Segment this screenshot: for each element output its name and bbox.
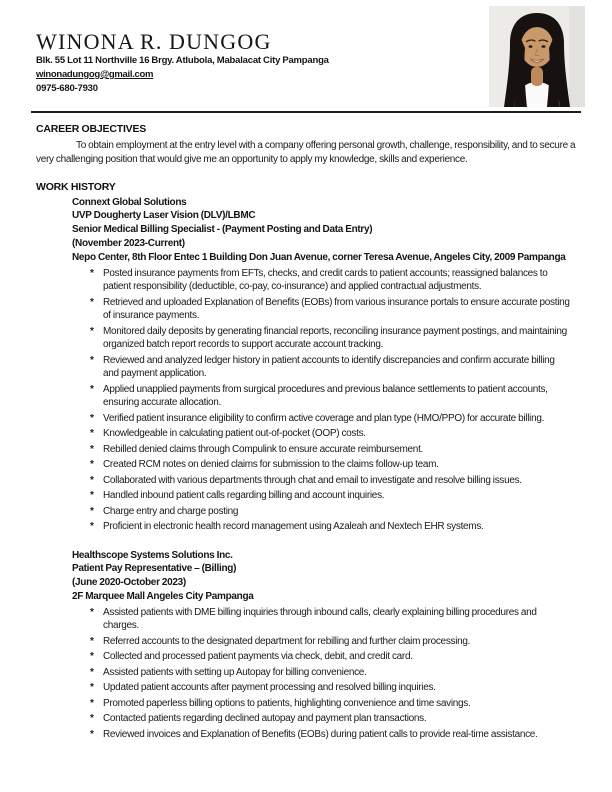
bullet-marker: *: [90, 428, 94, 440]
job-position: Senior Medical Billing Specialist - (Payment Posting and Data Entry): [72, 224, 373, 236]
bullet-marker: *: [90, 635, 94, 647]
work-history-section: [36, 181, 576, 742]
bullet-text: Contacted patients regarding declined autopay and payment plan transactions.: [103, 713, 427, 725]
bullet-text: Verified patient insurance eligibility to confirm active coverage and plan type (HMO/PPO) for accurate billing.: [103, 412, 545, 424]
bullet-marker: *: [90, 296, 94, 308]
job-duty-list: [72, 267, 576, 534]
applicant-address: Blk. 55 Lot 11 Northville 16 Brgy. Atlubola, Mabalacat City Pampanga: [36, 55, 329, 66]
bullet-item: [90, 635, 576, 649]
bullet-item: [90, 458, 576, 472]
applicant-photo: [489, 6, 585, 107]
bullet-item: [90, 427, 576, 441]
bullet-text: Updated patient accounts after payment processing and resolved billing inquiries.: [103, 682, 436, 694]
job-company: Connext Global Solutions: [72, 196, 187, 208]
job-entry-connext: [72, 196, 576, 534]
bullet-item: [90, 697, 576, 711]
career-objectives-section: [36, 123, 576, 167]
career-objectives-heading: CAREER OBJECTIVES: [36, 123, 147, 135]
bullet-marker: *: [90, 728, 94, 740]
bullet-text: Rebilled denied claims through Compulink to ensure accurate reimbursement.: [103, 443, 424, 455]
bullet-marker: *: [90, 325, 94, 337]
bullet-text: Created RCM notes on denied claims for submission to the claims follow-up team.: [103, 459, 439, 471]
bullet-marker: *: [90, 521, 94, 533]
bullet-marker: *: [90, 666, 94, 678]
bullet-item: [90, 681, 576, 695]
applicant-phone: 0975-680-7930: [36, 83, 98, 94]
bullet-item: [90, 443, 576, 457]
work-history-heading: WORK HISTORY: [36, 180, 116, 193]
bullet-item: [90, 650, 576, 664]
job-location: Nepo Center, 8th Floor Entec 1 Building Don Juan Avenue, corner Teresa Avenue, Angeles City, 2009 Pampanga: [72, 251, 566, 263]
bullet-marker: *: [90, 713, 94, 725]
bullet-text: Assisted patients with DME billing inquiries through inbound calls, clearly explaining billing procedures and charges.: [103, 606, 537, 632]
portrait-illustration: [489, 6, 585, 107]
bullet-item: [90, 505, 576, 519]
bullet-item: [90, 520, 576, 534]
job-entry-healthscope: [72, 549, 576, 742]
bullet-marker: *: [90, 443, 94, 455]
bullet-text: Proficient in electronic health record management using Azaleah and Nextech EHR systems.: [103, 521, 484, 533]
bullet-text: Collected and processed patient payments via check, debit, and credit card.: [103, 651, 413, 663]
bullet-marker: *: [90, 651, 94, 663]
job-company: Healthscope Systems Solutions Inc.: [72, 549, 233, 561]
bullet-item: [90, 606, 576, 633]
bullet-item: [90, 267, 576, 294]
job-duty-list: [72, 606, 576, 742]
bullet-item: [90, 412, 576, 426]
header-divider: [31, 111, 581, 113]
job-location: 2F Marquee Mall Angeles City Pampanga: [72, 590, 254, 602]
bullet-text: Retrieved and uploaded Explanation of Benefits (EOBs) from various insurance portals to ensure accurate posting of insurance payments.: [103, 296, 570, 322]
bullet-item: [90, 296, 576, 323]
job-dates: (June 2020-October 2023): [72, 577, 186, 589]
bullet-item: [90, 712, 576, 726]
bullet-text: Reviewed invoices and Explanation of Benefits (EOBs) during patient calls to provide real-time assistance.: [103, 728, 538, 740]
bullet-text: Knowledgeable in calculating patient out-of-pocket (OOP) costs.: [103, 428, 366, 440]
bullet-marker: *: [90, 490, 94, 502]
job-client: UVP Dougherty Laser Vision (DLV)/LBMC: [72, 210, 256, 222]
bullet-text: Assisted patients with setting up Autopay for billing convenience.: [103, 666, 367, 678]
job-position: Patient Pay Representative – (Billing): [72, 563, 237, 575]
bullet-item: [90, 325, 576, 352]
neck: [531, 67, 543, 86]
bullet-text: Charge entry and charge posting: [103, 505, 239, 517]
bullet-marker: *: [90, 474, 94, 486]
bullet-item: [90, 383, 576, 410]
bullet-marker: *: [90, 412, 94, 424]
bullet-marker: *: [90, 606, 94, 618]
career-objectives-text: To obtain employment at the entry level with a company offering personal growth, challenge, responsibility, and to secure a very challenging position that would give me an opportunity to apply my knowledge, skills and experience.: [36, 140, 576, 165]
bullet-text: Posted insurance payments from EFTs, checks, and credit cards to patient accounts; reassigned balances to patient responsibility (deductible, co-pay, co-insurance) and applied contractual adjustments.: [103, 267, 548, 293]
bullet-item: [90, 489, 576, 503]
bullet-item: [90, 474, 576, 488]
email-link[interactable]: winonadungog@gmail.com: [36, 69, 154, 80]
bullet-text: Referred accounts to the designated department for rebilling and further claim processing.: [103, 635, 471, 647]
right-eye: [542, 45, 546, 48]
bullet-text: Promoted paperless billing options to patients, highlighting convenience and time savings.: [103, 697, 471, 709]
bullet-marker: *: [90, 682, 94, 694]
applicant-name: WINONA R. DUNGOG: [36, 29, 272, 54]
job-dates: (November 2023-Current): [72, 237, 185, 249]
bullet-marker: *: [90, 354, 94, 366]
bullet-marker: *: [90, 505, 94, 517]
resume-header: [0, 0, 612, 96]
bullet-text: Handled inbound patient calls regarding billing and account inquiries.: [103, 490, 385, 502]
bullet-item: [90, 354, 576, 381]
bullet-text: Applied unapplied payments from surgical procedures and previous balance settlements to patient accounts, ensuring accurate allocation.: [103, 383, 548, 409]
bullet-text: Monitored daily deposits by generating financial reports, reconciling insurance payment postings, and maintaining organized batch report records to support accurate account tracking.: [103, 325, 567, 351]
bullet-marker: *: [90, 383, 94, 395]
bullet-marker: *: [90, 267, 94, 279]
bullet-marker: *: [90, 697, 94, 709]
bullet-item: [90, 728, 576, 742]
bullet-marker: *: [90, 459, 94, 471]
bullet-text: Reviewed and analyzed ledger history in patient accounts to identify discrepancies and confirm accurate billing and payment application.: [103, 354, 555, 380]
bullet-item: [90, 666, 576, 680]
bullet-text: Collaborated with various departments through chat and email to investigate and resolve billing issues.: [103, 474, 522, 486]
left-eye: [529, 45, 533, 48]
